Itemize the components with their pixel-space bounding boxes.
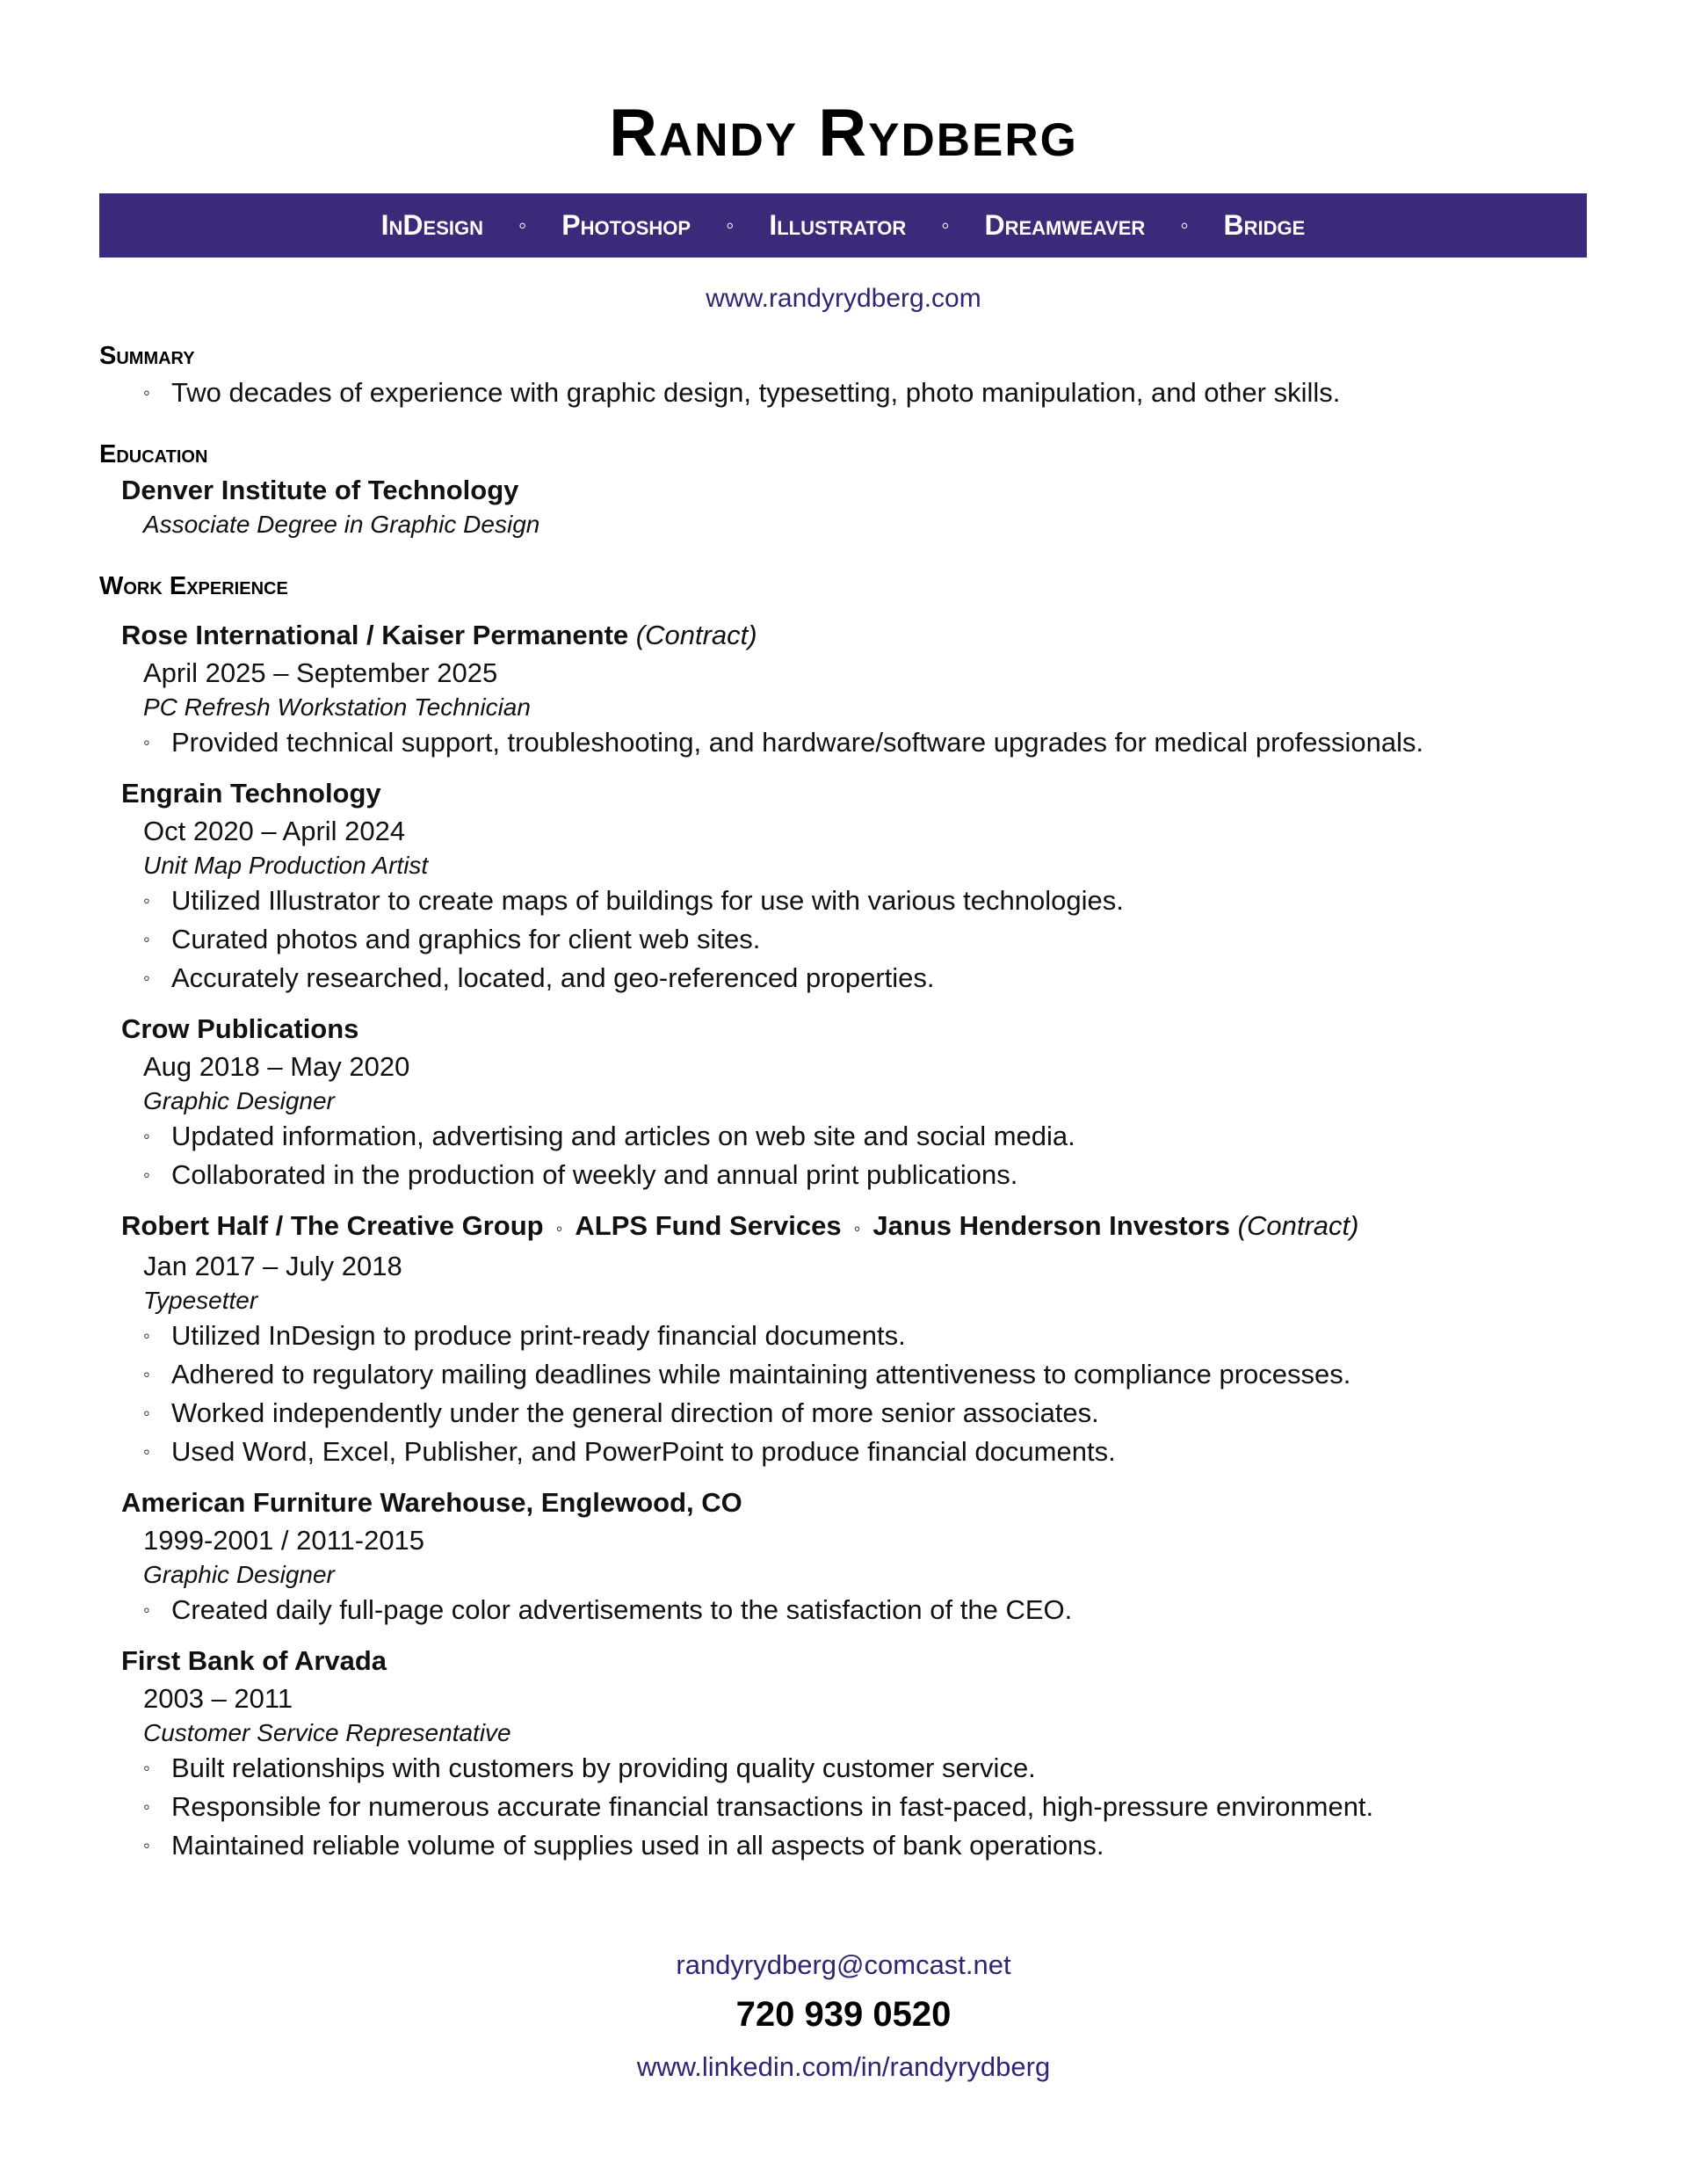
bullet-dot: ◦	[143, 928, 150, 950]
work-section	[99, 569, 1587, 1865]
bullet-text: Maintained reliable volume of supplies used in all aspects of bank operations.	[171, 1830, 1104, 1861]
bullet-dot: ◦	[143, 889, 150, 911]
bullet-dot: ◦	[143, 1440, 150, 1462]
contract-note: (Contract)	[1237, 1210, 1359, 1241]
bullet-item	[143, 1317, 1587, 1355]
employer-separator: ◦	[853, 1217, 861, 1239]
work-heading: Work Experience	[99, 572, 288, 600]
education-heading: Education	[99, 440, 208, 468]
bullet-text: Updated information, advertising and articles on web site and social media.	[171, 1121, 1075, 1151]
employer-name: Engrain Technology	[121, 778, 381, 809]
job-employer	[99, 1642, 1587, 1680]
job-bullets	[99, 882, 1587, 998]
bullet-dot: ◦	[143, 1164, 150, 1186]
bullet-dot: ◦	[143, 1363, 150, 1385]
job-role: Typesetter	[143, 1287, 258, 1314]
skill-item: Dreamweaver	[984, 209, 1146, 241]
job-bullets	[99, 723, 1587, 762]
job-role: PC Refresh Workstation Technician	[143, 693, 531, 721]
job-entry	[99, 1010, 1587, 1194]
bullet-dot: ◦	[143, 1796, 150, 1818]
skill-item: Bridge	[1223, 209, 1306, 241]
employer-name: Robert Half / The Creative Group	[121, 1210, 544, 1241]
bullet-text: Utilized InDesign to produce print-ready financial documents.	[171, 1320, 906, 1351]
skill-item: InDesign	[380, 209, 484, 241]
degree: Associate Degree in Graphic Design	[143, 511, 540, 538]
bullet-item	[143, 1591, 1587, 1629]
skill-item: Illustrator	[769, 209, 907, 241]
linkedin-link[interactable]: www.linkedin.com/in/randyrydberg	[636, 2051, 1051, 2082]
bullet-item	[143, 1433, 1587, 1471]
skill-item: Photoshop	[561, 209, 691, 241]
job-entry	[99, 1484, 1587, 1629]
bullet-text: Collaborated in the production of weekly and annual print publications.	[171, 1159, 1018, 1190]
bullet-dot: ◦	[143, 967, 150, 989]
employer-separator: ◦	[555, 1217, 563, 1239]
job-entry	[99, 1642, 1587, 1865]
bullet-text: Utilized Illustrator to create maps of buildings for use with various technologies.	[171, 885, 1124, 916]
employer-name: Janus Henderson Investors	[872, 1210, 1230, 1241]
job-bullets	[99, 1117, 1587, 1194]
bullet-dot: ◦	[143, 1324, 150, 1346]
job-dates: 1999-2001 / 2011-2015	[143, 1525, 425, 1556]
employer-name: American Furniture Warehouse, Englewood, CO	[121, 1487, 742, 1518]
employer-name: Rose International / Kaiser Permanente	[121, 620, 629, 650]
bullet-text: Responsible for numerous accurate financial transactions in fast-paced, high-pressure environment.	[171, 1791, 1374, 1822]
bullet-item	[143, 1117, 1587, 1156]
job-dates: Oct 2020 – April 2024	[143, 816, 406, 846]
job-employer	[99, 1207, 1587, 1248]
job-role: Graphic Designer	[143, 1087, 335, 1114]
education-section	[99, 437, 1587, 541]
bullet-text: Adhered to regulatory mailing deadlines while maintaining attentiveness to compliance processes.	[171, 1359, 1351, 1389]
bullet-item	[143, 1394, 1587, 1433]
skill-separator: ◦	[726, 212, 735, 238]
bullet-dot: ◦	[143, 731, 150, 753]
bullet-text: Accurately researched, located, and geo-referenced properties.	[171, 962, 935, 993]
bullet-dot: ◦	[143, 1599, 150, 1621]
job-bullets	[99, 1749, 1587, 1865]
employer-name: First Bank of Arvada	[121, 1645, 387, 1676]
summary-list	[99, 374, 1587, 412]
job-entry	[99, 1207, 1587, 1471]
candidate-name: Randy Rydberg	[609, 96, 1078, 171]
bullet-dot: ◦	[143, 1402, 150, 1424]
bullet-item	[143, 1826, 1587, 1865]
bullet-item	[143, 959, 1587, 998]
school-name: Denver Institute of Technology	[121, 475, 519, 505]
job-entry	[99, 616, 1587, 762]
bullet-text: Created daily full-page color advertisements to the satisfaction of the CEO.	[171, 1594, 1073, 1625]
bullet-text: Used Word, Excel, Publisher, and PowerPoint to produce financial documents.	[171, 1436, 1116, 1467]
job-bullets	[99, 1317, 1587, 1471]
job-employer	[99, 1010, 1587, 1048]
job-dates: 2003 – 2011	[143, 1683, 293, 1714]
bullet-item	[143, 1156, 1587, 1194]
phone-number: 720 939 0520	[735, 1995, 952, 2034]
resume-content	[99, 338, 1587, 1865]
bullet-dot: ◦	[143, 381, 150, 403]
job-employer	[99, 1484, 1587, 1522]
bullet-item	[143, 1749, 1587, 1788]
bullet-text: Provided technical support, troubleshooting, and hardware/software upgrades for medical professionals.	[171, 727, 1424, 758]
job-role: Unit Map Production Artist	[143, 852, 429, 879]
skill-separator: ◦	[1180, 212, 1189, 238]
website-link[interactable]: www.randyrydberg.com	[706, 284, 981, 313]
bullet-item	[143, 1788, 1587, 1826]
employer-name: ALPS Fund Services	[575, 1210, 842, 1241]
bullet-item	[143, 1355, 1587, 1394]
job-list	[99, 616, 1587, 1865]
bullet-dot: ◦	[143, 1757, 150, 1779]
job-role: Customer Service Representative	[143, 1719, 511, 1746]
bullet-dot: ◦	[143, 1125, 150, 1147]
bullet-text: Curated photos and graphics for client web sites.	[171, 924, 761, 954]
employer-name: Crow Publications	[121, 1013, 359, 1044]
bullet-dot: ◦	[143, 1834, 150, 1856]
bullet-text: Worked independently under the general direction of more senior associates.	[171, 1397, 1099, 1428]
job-dates: April 2025 – September 2025	[143, 657, 498, 688]
summary-heading: Summary	[99, 342, 195, 370]
email-link[interactable]: randyrydberg@comcast.net	[676, 1949, 1011, 1980]
skill-separator: ◦	[518, 212, 527, 238]
contract-note: (Contract)	[635, 620, 757, 650]
bullet-text: Two decades of experience with graphic design, typesetting, photo manipulation, and other skills.	[171, 377, 1341, 408]
bullet-text: Built relationships with customers by providing quality customer service.	[171, 1752, 1036, 1783]
bullet-item	[143, 374, 1587, 412]
summary-section	[99, 338, 1587, 412]
skill-separator: ◦	[941, 212, 950, 238]
job-employer	[99, 616, 1587, 655]
job-dates: Aug 2018 – May 2020	[143, 1051, 410, 1082]
skills-bar	[99, 193, 1587, 258]
bullet-item	[143, 920, 1587, 959]
bullet-item	[143, 723, 1587, 762]
job-entry	[99, 774, 1587, 998]
job-employer	[99, 774, 1587, 813]
job-role: Graphic Designer	[143, 1561, 335, 1588]
bullet-item	[143, 882, 1587, 920]
job-dates: Jan 2017 – July 2018	[143, 1251, 402, 1281]
job-bullets	[99, 1591, 1587, 1629]
